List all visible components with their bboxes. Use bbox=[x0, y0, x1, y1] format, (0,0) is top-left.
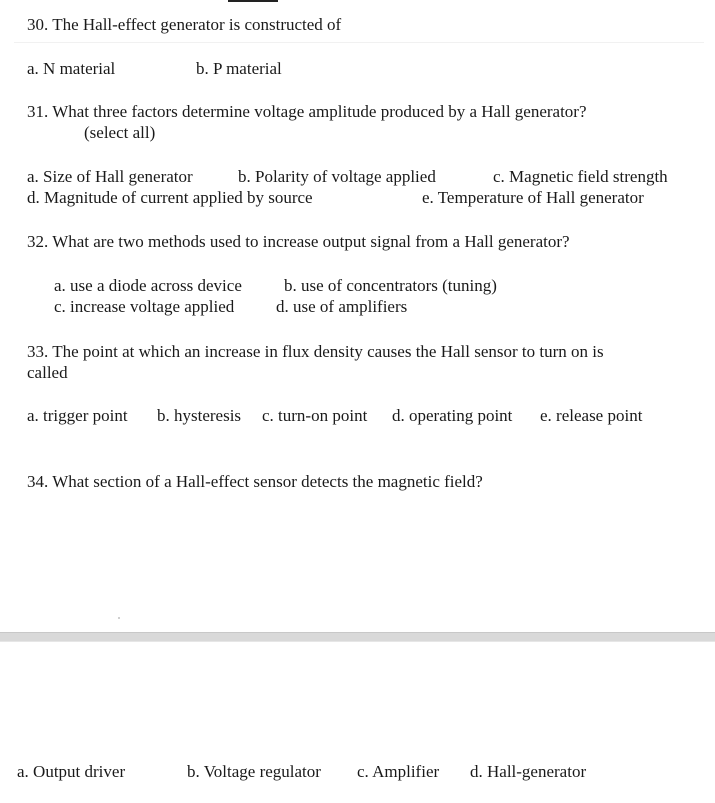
q30-option-a[interactable]: a. N material bbox=[27, 59, 116, 78]
question-30-text: 30. The Hall-effect generator is constructed of bbox=[27, 15, 342, 34]
q33-option-c[interactable]: c. turn-on point bbox=[262, 406, 368, 425]
q31-option-a[interactable]: a. Size of Hall generator bbox=[27, 167, 193, 186]
q32-option-d[interactable]: d. use of amplifiers bbox=[276, 297, 408, 316]
q31-option-d[interactable]: d. Magnitude of current applied by source bbox=[27, 188, 313, 207]
scan-speck bbox=[118, 617, 120, 619]
q33-option-d[interactable]: d. operating point bbox=[392, 406, 513, 425]
q34-option-a[interactable]: a. Output driver bbox=[17, 762, 126, 781]
divider bbox=[14, 42, 704, 43]
q31-option-b[interactable]: b. Polarity of voltage applied bbox=[238, 167, 436, 186]
q34-option-d[interactable]: d. Hall-generator bbox=[470, 762, 587, 781]
q33-option-a[interactable]: a. trigger point bbox=[27, 406, 128, 425]
question-32-text: 32. What are two methods used to increase output signal from a Hall generator? bbox=[27, 232, 570, 251]
question-33-text-line1: 33. The point at which an increase in flux density causes the Hall sensor to turn on is bbox=[27, 342, 604, 361]
question-33-text-line2: called bbox=[27, 363, 68, 382]
page-break-band bbox=[0, 632, 715, 642]
q31-option-e[interactable]: e. Temperature of Hall generator bbox=[422, 188, 644, 207]
q33-option-b[interactable]: b. hysteresis bbox=[157, 406, 242, 425]
question-31-note: (select all) bbox=[84, 123, 156, 142]
top-edge-mark bbox=[228, 0, 278, 2]
q34-option-b[interactable]: b. Voltage regulator bbox=[187, 762, 321, 781]
q32-option-c[interactable]: c. increase voltage applied bbox=[54, 297, 235, 316]
q33-option-e[interactable]: e. release point bbox=[540, 406, 643, 425]
q32-option-a[interactable]: a. use a diode across device bbox=[54, 276, 242, 295]
question-34-text: 34. What section of a Hall-effect sensor detects the magnetic field? bbox=[27, 472, 483, 491]
q32-option-b[interactable]: b. use of concentrators (tuning) bbox=[284, 276, 497, 295]
q31-option-c[interactable]: c. Magnetic field strength bbox=[493, 167, 668, 186]
q30-option-b[interactable]: b. P material bbox=[196, 59, 282, 78]
q34-option-c[interactable]: c. Amplifier bbox=[357, 762, 440, 781]
question-31-text: 31. What three factors determine voltage amplitude produced by a Hall generator? bbox=[27, 102, 587, 121]
